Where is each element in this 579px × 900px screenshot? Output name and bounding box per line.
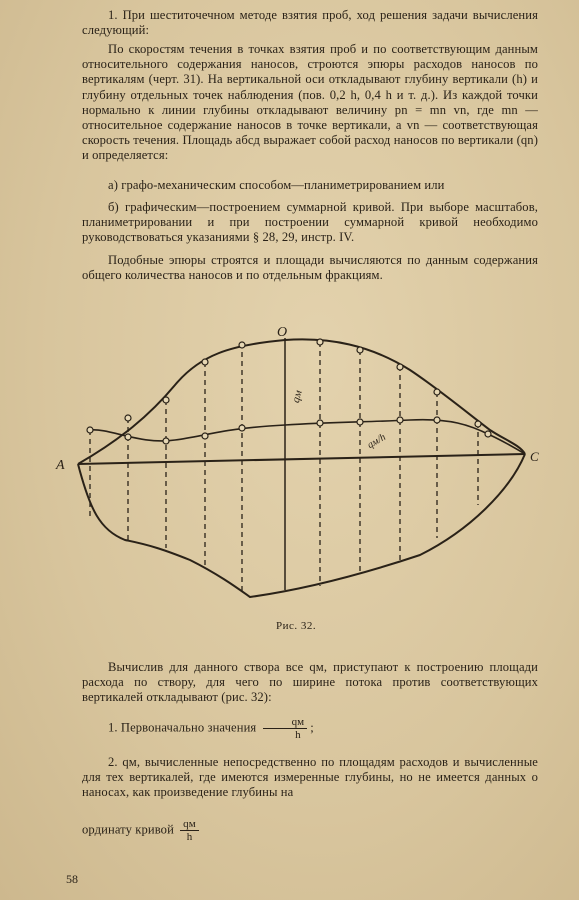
paragraph-epures: По скоростям течения в точках взятия проб и по соответствующим данным относительного содержания наносов, строются эпюры расходов наносов по вертикалям (черт. 31). На вертикальной оси откладывают глубину вертикали (h) и глубину отдельных точек наблюдения (пов. 0,2 h, 0,4 h и т. д.). Из каждой точки нормально к линии глубины откладывают величину pn = mn vn, где mn — относительное содержание наносов в точке вертикали, а vn — соответствующая скорость течения. Площадь абсд выражает собой расход наносов по вертикали (qn) и определяется: <box>82 42 538 163</box>
curve-point <box>125 415 131 421</box>
curve-point <box>239 342 245 348</box>
paragraph-curve-ordinate <box>82 818 538 843</box>
curve-point <box>317 420 323 426</box>
paragraph-step-1 <box>82 716 538 741</box>
label-qm: qм <box>289 388 305 405</box>
paragraph-step-2: 2. qм, вычисленные непосредственно по площадям расходов и вычисленные для тех вертикалей, где имеются измеренные глубины, но не имеется данных о наносах, как произведение глубины на <box>82 755 538 800</box>
label-point-a: A <box>56 458 65 473</box>
figure-32-diagram <box>0 300 579 620</box>
curve-point <box>125 434 131 440</box>
curve-point <box>317 339 323 345</box>
curve-point <box>485 431 491 437</box>
curve-point <box>357 419 363 425</box>
label-point-c: C <box>530 449 539 464</box>
label-qm-h: qм/h <box>365 431 388 451</box>
curve-point <box>434 389 440 395</box>
fraction-numerator: qм <box>180 818 199 831</box>
figure-caption: Рис. 32. <box>276 620 317 632</box>
fraction-numerator: qм <box>263 716 308 729</box>
fraction-qm-over-h <box>263 716 308 741</box>
paragraph-option-a: а) графо-механическим способом—планиметрированием или <box>108 178 445 192</box>
page-number: 58 <box>66 872 78 886</box>
label-point-o: O <box>277 325 288 340</box>
curve-point <box>202 359 208 365</box>
curve-point <box>397 364 403 370</box>
curve-point <box>475 421 481 427</box>
curve-point <box>202 433 208 439</box>
water-surface-line <box>78 454 525 464</box>
paragraph-computation: Вычислив для данного створа все qм, приступают к построению площади расхода по створу, для чего по ширине потока против соответствующих вертикалей откладывают (рис. 32): <box>82 660 538 705</box>
curve-point <box>87 427 93 433</box>
curve-point <box>434 417 440 423</box>
curve-point <box>163 397 169 403</box>
paragraph-option-b: б) графическим—построением суммарной кривой. При выборе масштабов, планиметрировании и при построении суммарной кривой необходимо руководствоваться указаниями § 28, 29, инстр. IV. <box>82 200 538 245</box>
ratio-curve <box>90 420 525 454</box>
fraction-qm-over-h-2 <box>180 818 199 843</box>
fraction-denominator: h <box>295 729 301 741</box>
curve-point <box>239 425 245 431</box>
curve-point <box>357 347 363 353</box>
curve-point <box>163 438 169 444</box>
step-1-suffix: ; <box>310 720 314 735</box>
lower-depth-curve <box>78 454 525 597</box>
curve-point <box>397 417 403 423</box>
paragraph-method: 1. При шеститочечном методе взятия проб, ход решения задачи вычисления следующий: <box>82 8 538 38</box>
ordinate-text: ординату кривой <box>82 822 174 837</box>
step-1-text: 1. Первоначально значения <box>108 720 257 735</box>
fraction-denominator: h <box>186 831 193 843</box>
paragraph-fractions: Подобные эпюры строятся и площади вычисляются по данным содержания общего количества наносов и по отдельным фракциям. <box>82 253 538 283</box>
